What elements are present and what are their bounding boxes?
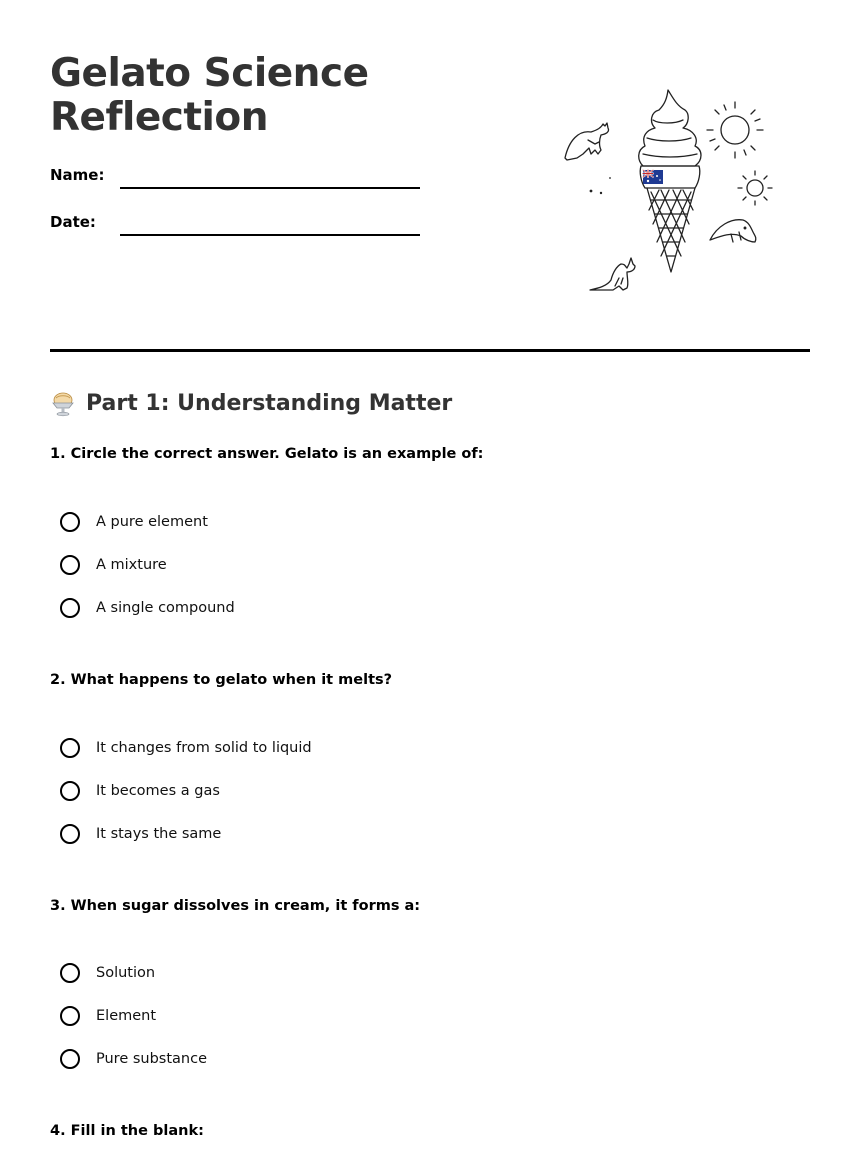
section-title — [50, 388, 452, 420]
name-field[interactable] — [120, 187, 420, 189]
question-2-prompt: 2. What happens to gelato when it melts? — [50, 672, 393, 688]
section-title-text: Part 1: Understanding Matter — [86, 391, 453, 416]
option-label: A mixture — [96, 557, 167, 573]
option-label: Element — [96, 1008, 157, 1024]
platypus-icon — [710, 220, 756, 242]
question-3-option-2[interactable] — [60, 1004, 156, 1028]
radio-circle[interactable] — [60, 512, 80, 532]
question-1-prompt: 1. Circle the correct answer. Gelato is an example of: — [50, 446, 484, 462]
option-label: It changes from solid to liquid — [96, 740, 312, 756]
date-field[interactable] — [120, 234, 420, 236]
sun-icon — [738, 171, 772, 205]
radio-circle[interactable] — [60, 738, 80, 758]
question-2-option-3[interactable] — [60, 822, 221, 846]
question-3-option-3[interactable] — [60, 1047, 207, 1071]
page-title — [50, 52, 369, 140]
kangaroo-icon — [590, 258, 635, 290]
question-4-prompt: 4. Fill in the blank: — [50, 1123, 204, 1139]
name-label: Name: — [50, 166, 105, 184]
question-3-option-1[interactable] — [60, 961, 155, 985]
radio-circle[interactable] — [60, 1006, 80, 1026]
question-3-prompt: 3. When sugar dissolves in cream, it forms a: — [50, 898, 421, 914]
question-1-option-3[interactable] — [60, 596, 235, 620]
radio-circle[interactable] — [60, 963, 80, 983]
option-label: A single compound — [96, 600, 235, 616]
radio-circle[interactable] — [60, 555, 80, 575]
option-label: It becomes a gas — [96, 783, 220, 799]
option-label: Solution — [96, 965, 156, 981]
question-1-option-1[interactable] — [60, 510, 208, 534]
radio-circle[interactable] — [60, 1049, 80, 1069]
radio-circle[interactable] — [60, 781, 80, 801]
sun-icon — [707, 102, 763, 158]
question-2-option-1[interactable] — [60, 736, 312, 760]
radio-circle[interactable] — [60, 598, 80, 618]
question-1-option-2[interactable] — [60, 553, 167, 577]
option-label: It stays the same — [96, 826, 222, 842]
gelato-illustration — [555, 80, 780, 300]
kangaroo-icon — [565, 123, 609, 160]
title-line-1: Gelato Science — [50, 51, 369, 96]
title-line-2: Reflection — [50, 95, 268, 140]
radio-circle[interactable] — [60, 824, 80, 844]
section-divider — [50, 349, 810, 352]
option-label: Pure substance — [96, 1051, 208, 1067]
gelato-cup-icon — [50, 391, 76, 417]
date-label: Date: — [50, 213, 96, 231]
australia-flag-icon — [643, 170, 663, 184]
question-2-option-2[interactable] — [60, 779, 220, 803]
dots-decoration — [590, 177, 611, 194]
option-label: A pure element — [96, 514, 208, 530]
